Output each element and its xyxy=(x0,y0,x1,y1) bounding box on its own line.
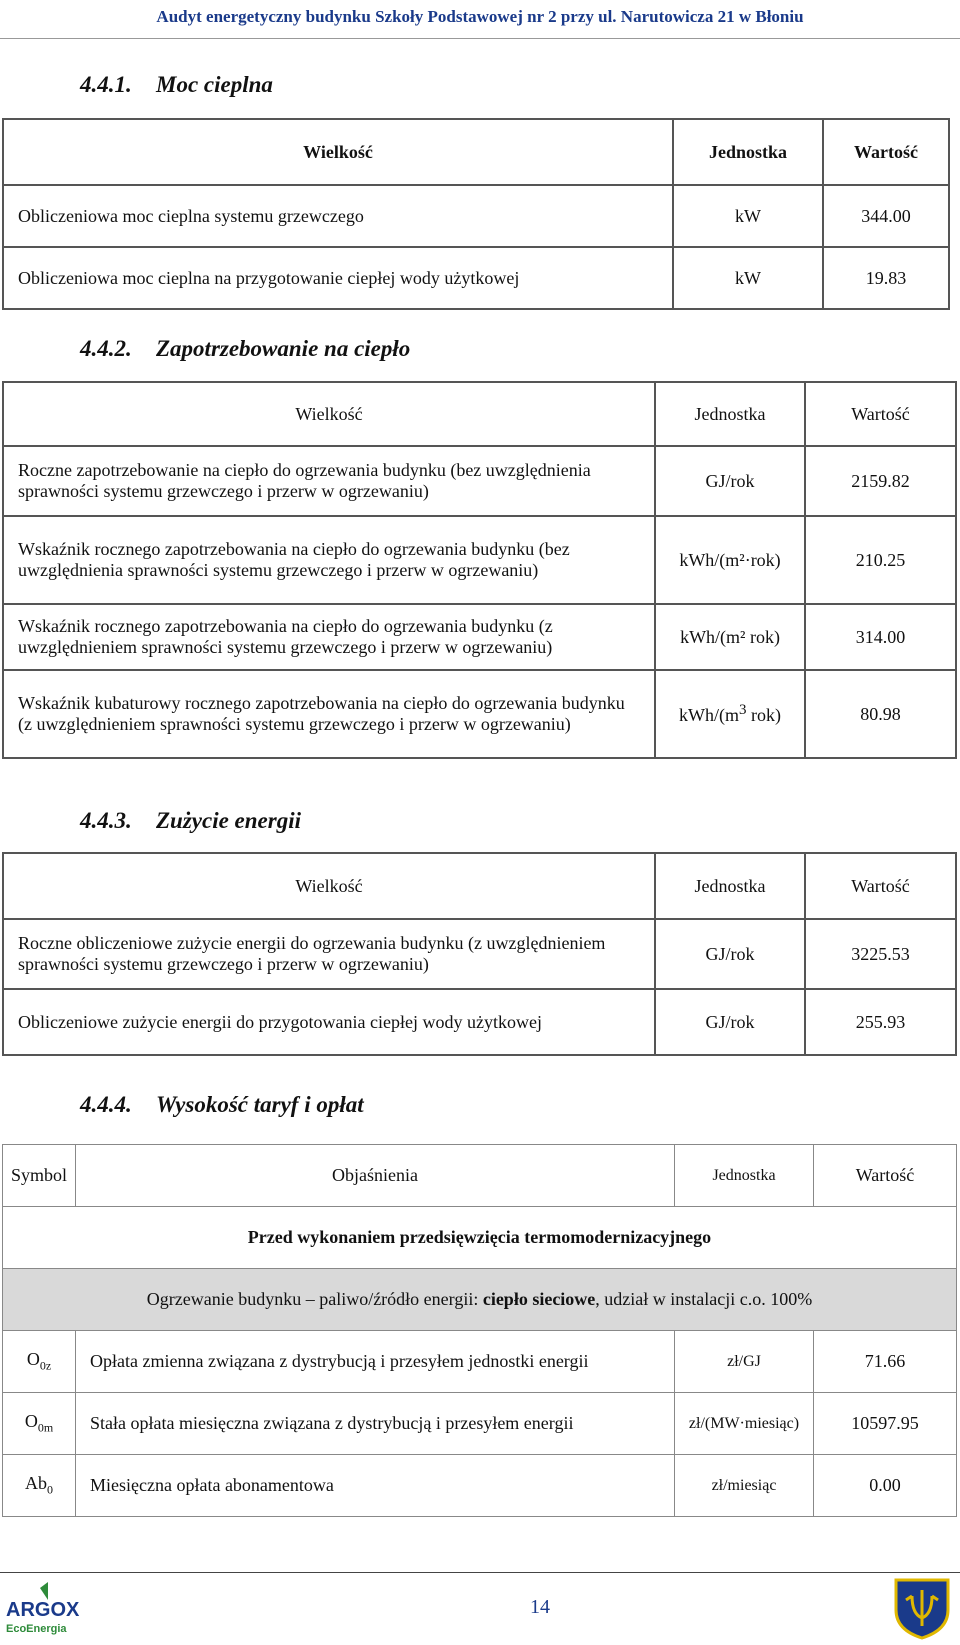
table-row xyxy=(3,1331,957,1393)
table-row xyxy=(3,247,949,309)
cell-name: Obliczeniowa moc cieplna na przygotowanie ciepłej wody użytkowej xyxy=(3,247,673,309)
section-number: 4.4.2. xyxy=(80,336,132,361)
cell-unit: kWh/($m^3$ rok) xyxy=(655,670,805,758)
cell-value: 3225.53 xyxy=(805,919,956,989)
table-row xyxy=(3,989,956,1055)
cell-symbol: $O_{0m}$ xyxy=(3,1393,76,1455)
table-row xyxy=(3,919,956,989)
table-row xyxy=(3,516,956,604)
column-header: Jednostka xyxy=(655,382,805,446)
subheader-before: Przed wykonaniem przedsięwzięcia termomodernizacyjnego xyxy=(3,1207,957,1269)
cell-value: 0.00 xyxy=(814,1455,957,1517)
column-header: Jednostka xyxy=(673,119,823,185)
section-title: Zapotrzebowanie na ciepło xyxy=(156,336,411,361)
section-heading-zuzycie-energii xyxy=(80,808,301,834)
table-row xyxy=(3,446,956,516)
table-row xyxy=(3,670,956,758)
cell-unit: GJ/rok xyxy=(655,919,805,989)
section-title: Wysokość taryf i opłat xyxy=(156,1092,364,1117)
cell-value: 314.00 xyxy=(805,604,956,670)
table-row xyxy=(3,185,949,247)
cell-unit: kW xyxy=(673,185,823,247)
table-row xyxy=(3,1393,957,1455)
page-header xyxy=(0,0,960,39)
column-header: Jednostka xyxy=(655,853,805,919)
cell-value: 71.66 xyxy=(814,1331,957,1393)
cell-desc: Opłata zmienna związana z dystrybucją i przesyłem jednostki energii xyxy=(76,1331,675,1393)
section-heading-taryfy xyxy=(80,1092,364,1118)
cell-value: 255.93 xyxy=(805,989,956,1055)
cell-unit: zł/(MW·miesiąc) xyxy=(675,1393,814,1455)
column-header: Objaśnienia xyxy=(76,1145,675,1207)
cell-symbol: $O_{0z}$ xyxy=(3,1331,76,1393)
table-row xyxy=(3,604,956,670)
document-title: Audyt energetyczny budynku Szkoły Podstawowej nr 2 przy ul. Narutowicza 21 w Błoniu xyxy=(156,7,804,26)
column-header: Wartość xyxy=(805,382,956,446)
cell-unit: zł/miesiąc xyxy=(675,1455,814,1517)
cell-unit: GJ/rok xyxy=(655,989,805,1055)
cell-value: 10597.95 xyxy=(814,1393,957,1455)
table-zuzycie-energii xyxy=(2,852,957,1056)
column-header: Wielkość xyxy=(3,382,655,446)
cell-name: Obliczeniowe zużycie energii do przygotowania ciepłej wody użytkowej xyxy=(3,989,655,1055)
cell-symbol: $Ab_0$ xyxy=(3,1455,76,1517)
cell-value: 80.98 xyxy=(805,670,956,758)
column-header: Jednostka xyxy=(675,1145,814,1207)
cell-value: 210.25 xyxy=(805,516,956,604)
cell-name: Roczne zapotrzebowanie na ciepło do ogrzewania budynku (bez uwzględnienia sprawności systemu grzewczego i przerw w ogrzewaniu) xyxy=(3,446,655,516)
column-header: Wartość xyxy=(805,853,956,919)
cell-value: 19.83 xyxy=(823,247,949,309)
cell-value: 344.00 xyxy=(823,185,949,247)
cell-name: Wskaźnik rocznego zapotrzebowania na ciepło do ogrzewania budynku (z uwzględnieniem sprawności systemu grzewczego i przerw w ogrzewaniu) xyxy=(3,604,655,670)
svg-text:ARGOX: ARGOX xyxy=(6,1599,80,1621)
column-header: Wielkość xyxy=(3,853,655,919)
section-heading-moc-cieplna xyxy=(80,72,273,98)
cell-value: 2159.82 xyxy=(805,446,956,516)
cell-desc: Miesięczna opłata abonamentowa xyxy=(76,1455,675,1517)
table-moc-cieplna xyxy=(2,118,950,310)
column-header: Symbol xyxy=(3,1145,76,1207)
footer-divider xyxy=(0,1572,960,1573)
table-row xyxy=(3,1455,957,1517)
column-header: Wartość xyxy=(823,119,949,185)
cell-name: Wskaźnik rocznego zapotrzebowania na ciepło do ogrzewania budynku (bez uwzględnienia sprawności systemu grzewczego i przerw w ogrzewaniu) xyxy=(3,516,655,604)
cell-name: Obliczeniowa moc cieplna systemu grzewczego xyxy=(3,185,673,247)
column-header: Wartość xyxy=(814,1145,957,1207)
cell-unit: kWh/(m²·rok) xyxy=(655,516,805,604)
town-crest-icon xyxy=(892,1576,952,1640)
section-number: 4.4.1. xyxy=(80,72,132,97)
heating-source-row: Ogrzewanie budynku – paliwo/źródło energii: ciepło sieciowe, udział w instalacji c.o. 100% xyxy=(3,1269,957,1331)
cell-unit: kWh/(m² rok) xyxy=(655,604,805,670)
section-title: Moc cieplna xyxy=(156,72,273,97)
cell-desc: Stała opłata miesięczna związana z dystrybucją i przesyłem energii xyxy=(76,1393,675,1455)
svg-text:EcoEnergia: EcoEnergia xyxy=(6,1623,67,1635)
section-number: 4.4.4. xyxy=(80,1092,132,1117)
section-title: Zużycie energii xyxy=(156,808,301,833)
cell-unit: kW xyxy=(673,247,823,309)
cell-name: Wskaźnik kubaturowy rocznego zapotrzebowania na ciepło do ogrzewania budynku (z uwzględnieniem sprawności systemu grzewczego i przerw w ogrzewaniu) xyxy=(3,670,655,758)
section-heading-zapotrzebowanie xyxy=(80,336,410,362)
table-zapotrzebowanie xyxy=(2,381,957,759)
section-number: 4.4.3. xyxy=(80,808,132,833)
cell-unit: GJ/rok xyxy=(655,446,805,516)
page-number: 14 xyxy=(530,1596,550,1618)
table-taryfy xyxy=(2,1144,957,1517)
column-header: Wielkość xyxy=(3,119,673,185)
cell-name: Roczne obliczeniowe zużycie energii do ogrzewania budynku (z uwzględnieniem sprawności systemu grzewczego i przerw w ogrzewaniu) xyxy=(3,919,655,989)
cell-unit: zł/GJ xyxy=(675,1331,814,1393)
